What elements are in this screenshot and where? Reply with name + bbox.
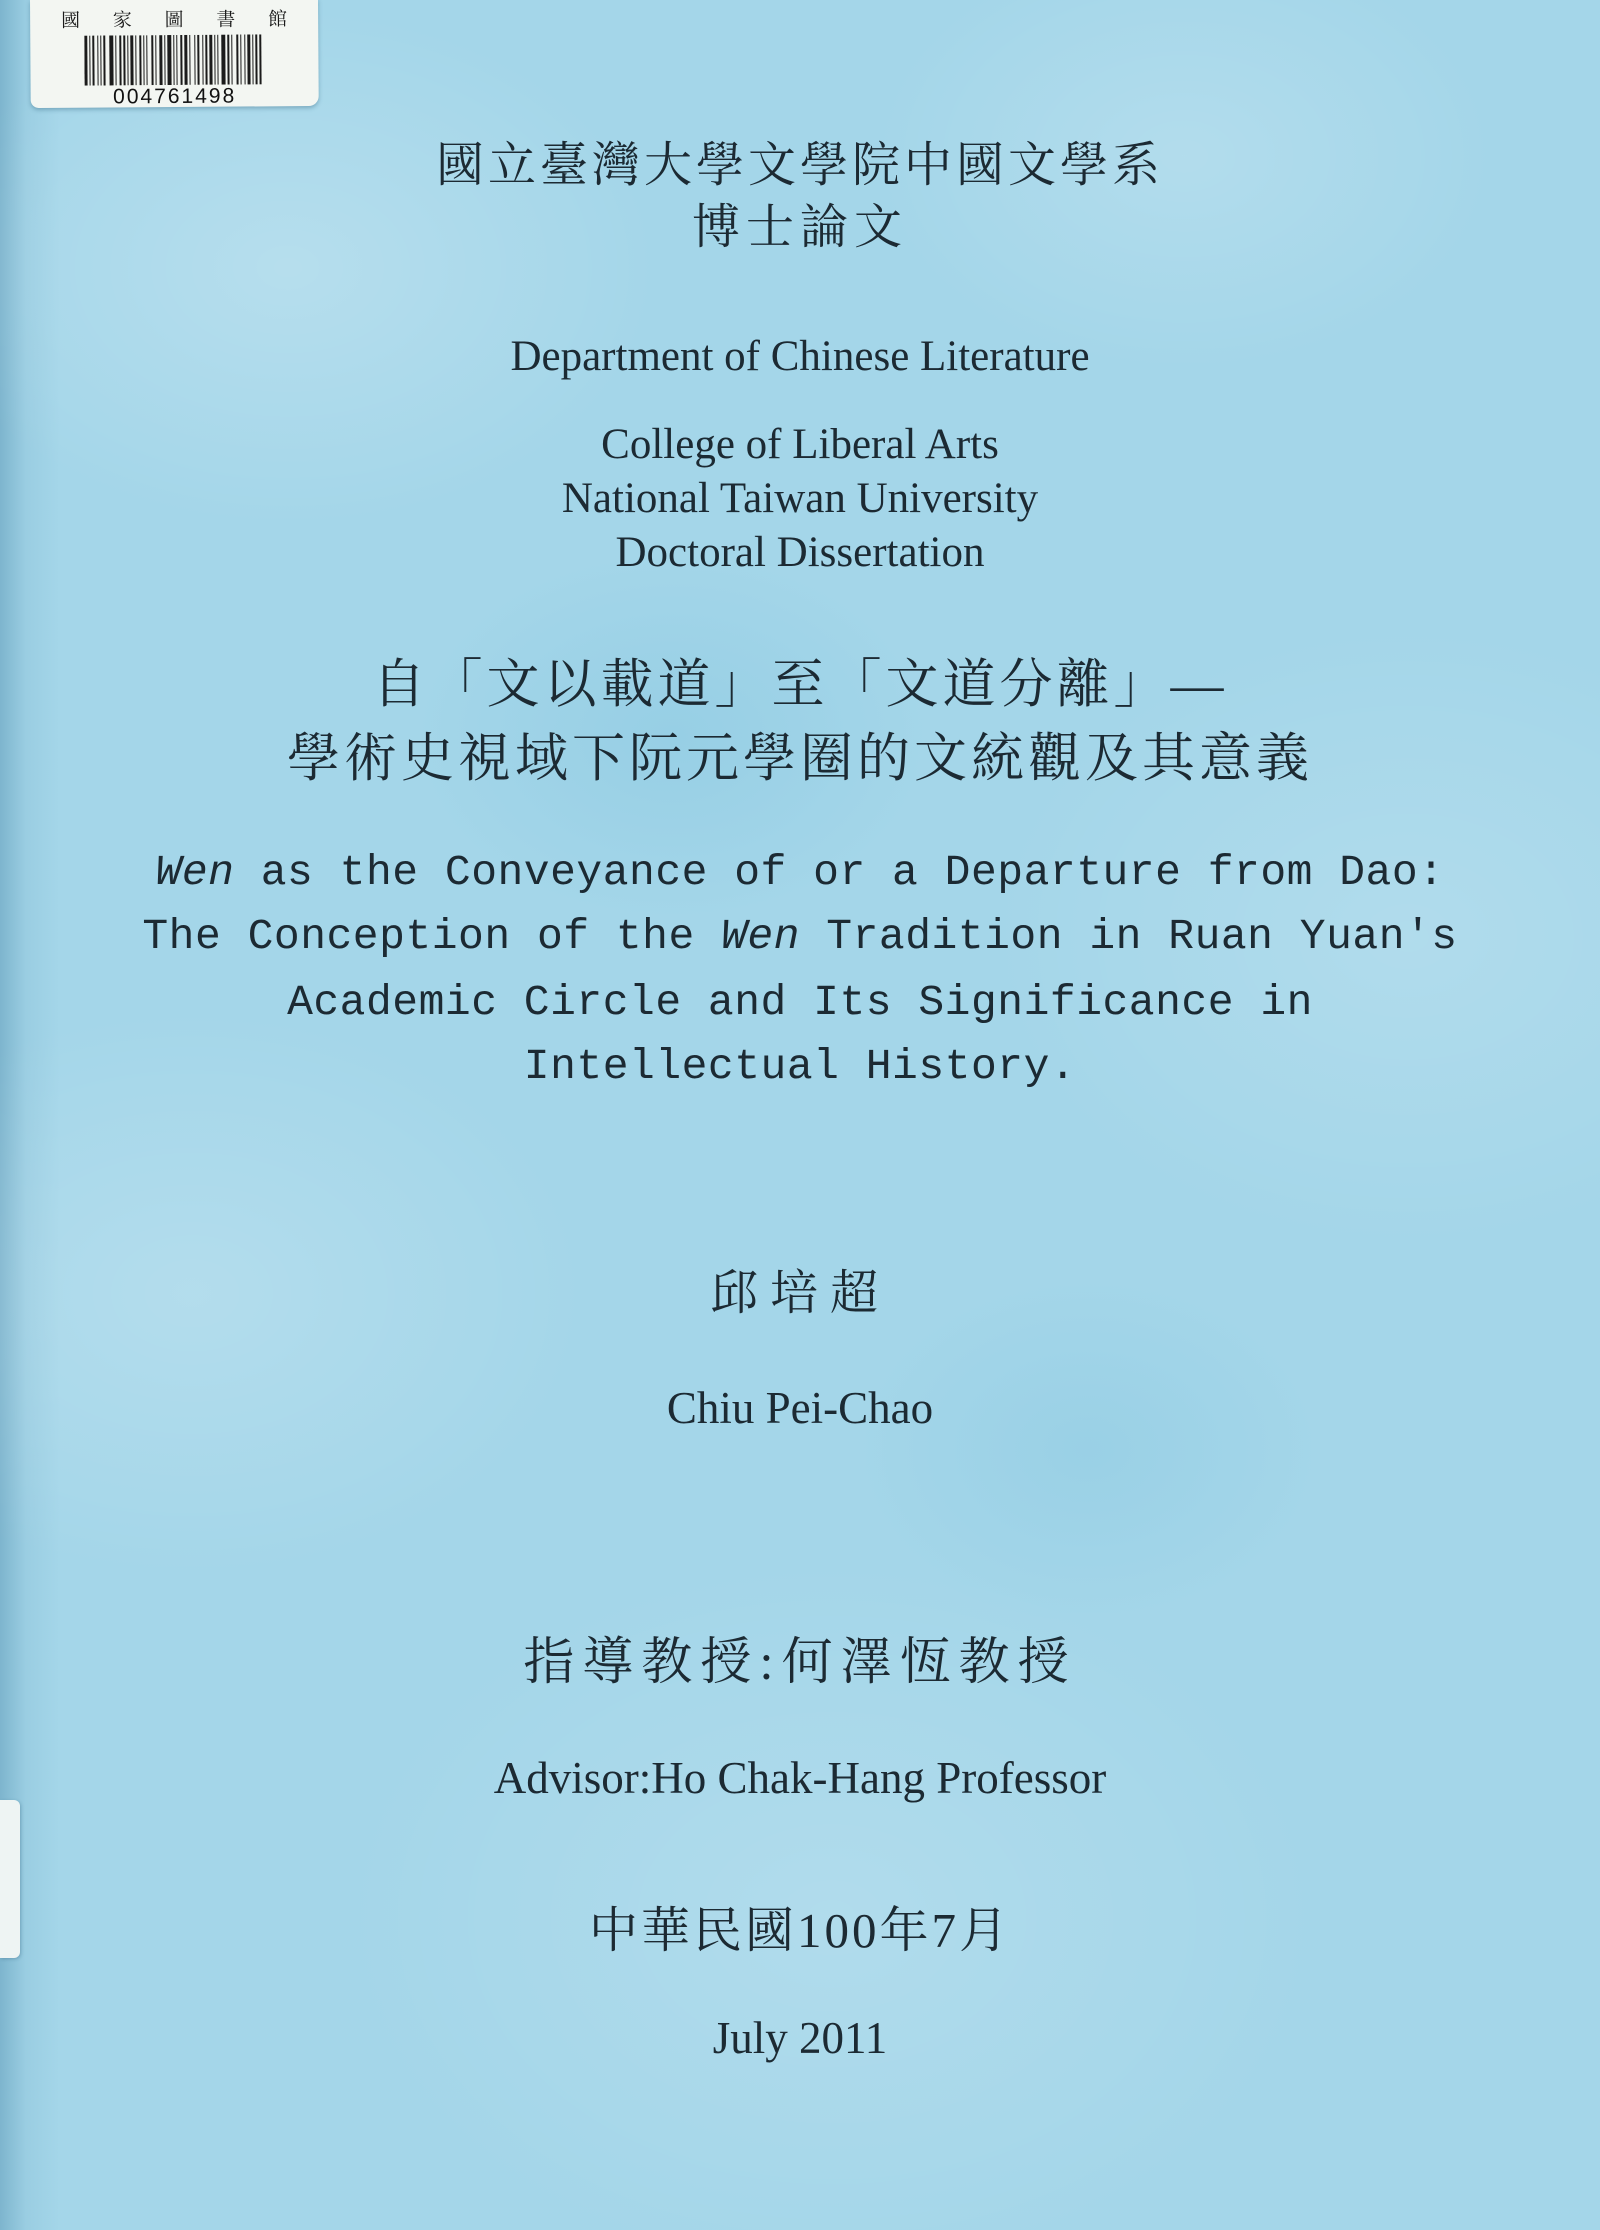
institution-zh-line1: 國立臺灣大學文學院中國文學系 [435,139,1164,192]
title-en-line2 [0,912,1600,961]
library-name: 國 家 圖 書 館 [61,9,302,32]
title-en-line2-pre: The Conception of the [142,912,722,961]
title-en-line2-italic: Wen [721,912,800,961]
university-en: National Taiwan University [561,475,1039,522]
date-roc: 中華民國100年7月 [588,1903,1011,1958]
institution-zh-line2: 博士論文 [691,201,908,254]
college-en: College of Liberal Arts [601,421,999,468]
author-name-en: Chiu Pei-Chao [666,1383,934,1433]
title-en-line1-rest: as the Conveyance of or a Departure from Dao: [234,848,1445,897]
author-name-zh: 邱培超 [709,1267,890,1320]
title-en-line2-post: Tradition in Ruan Yuan's [800,912,1458,961]
title-zh-line1: 自「文以載道」至「文道分離」— [372,656,1228,714]
title-en-line4: Intellectual History. [523,1042,1077,1091]
date-en: July 2011 [712,2013,888,2063]
advisor-en: Advisor:Ho Chak-Hang Professor [493,1753,1107,1803]
department-en: Department of Chinese Literature [510,333,1090,380]
title-zh-line2: 學術史視域下阮元學圈的文統觀及其意義 [287,730,1313,788]
doctype-en: Doctoral Dissertation [615,529,985,576]
title-en-line3: Academic Circle and Its Significance in [287,978,1313,1027]
library-barcode-label [30,0,319,108]
barcode-number: 004761498 [113,84,237,109]
barcode-icon [84,34,264,85]
title-en-line1 [0,848,1600,897]
title-en-line1-italic: Wen [155,848,235,897]
advisor-zh: 指導教授:何澤恆教授 [523,1635,1077,1691]
